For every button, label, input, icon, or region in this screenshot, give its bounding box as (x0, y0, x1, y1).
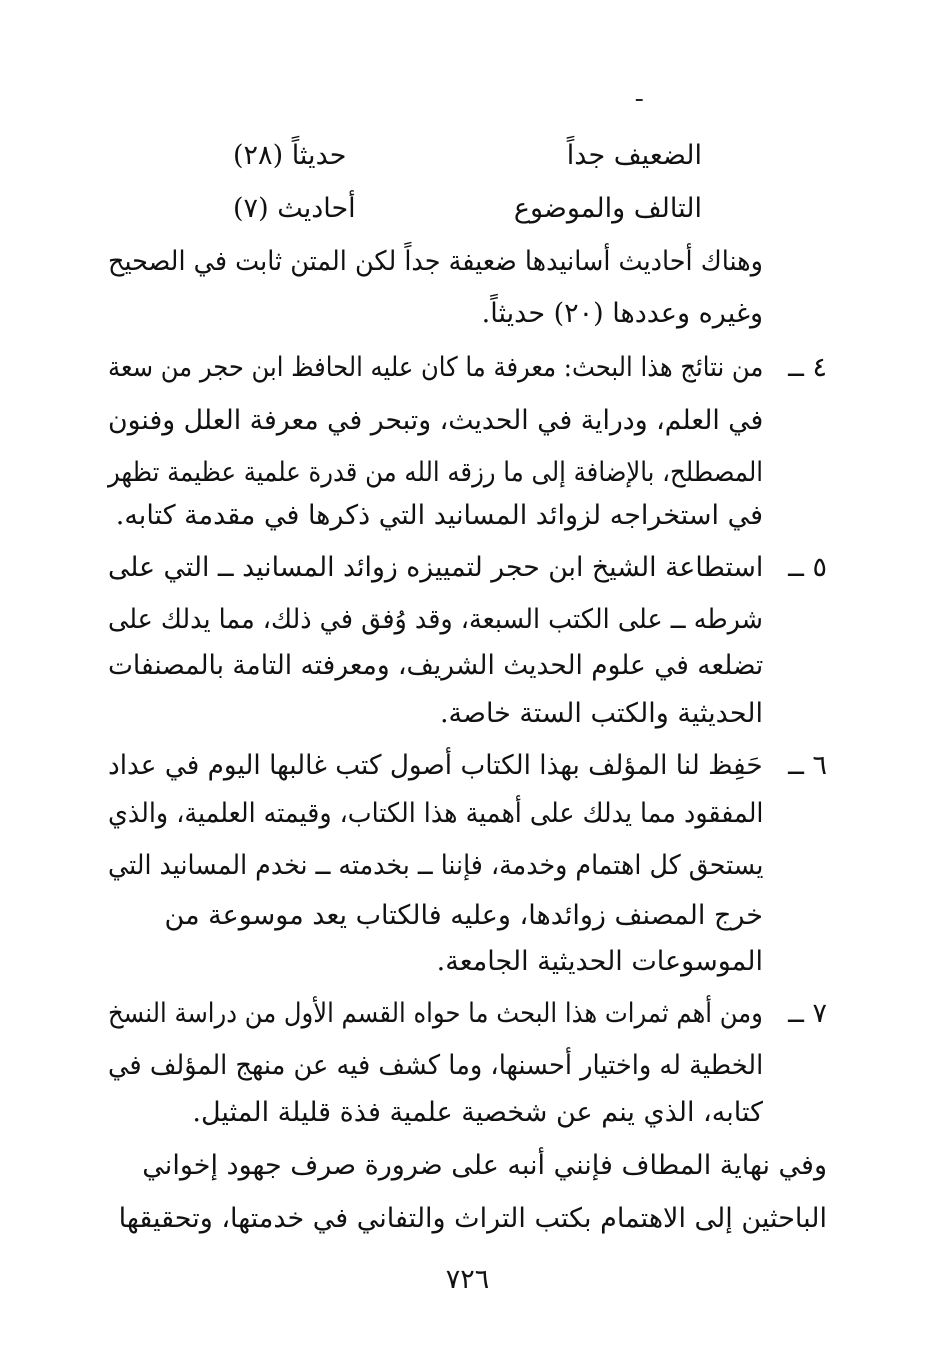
item-line: شرطه ــ على الكتب السبعة، وقد وُفق في ذلك، مما يدلك على (108, 604, 763, 635)
item-number: ٦ ــ (788, 750, 827, 781)
item-line: حَفِظ لنا المؤلف بهذا الكتاب أصول كتب غالبها اليوم في عداد (108, 750, 763, 781)
item-line: تضلعه في علوم الحديث الشريف، ومعرفته التامة بالمصنفات (107, 650, 763, 681)
page-number: ٧٢٦ (445, 1264, 490, 1295)
item-line: من نتائج هذا البحث: معرفة ما كان عليه الحافظ ابن حجر من سعة (107, 352, 763, 383)
intro-line: وهناك أحاديث أسانيدها ضعيفة جداً لكن المتن ثابت في الصحيح (108, 246, 763, 277)
top-mark: ـ (636, 82, 643, 107)
item-line: الخطية له واختيار أحسنها، وما كشف فيه عن منهج المؤلف في (107, 1050, 763, 1081)
summary-label-very-weak: الضعيف جداً (566, 140, 702, 171)
item-line: الحديثية والكتب الستة خاصة. (439, 698, 763, 729)
item-line: في استخراجه لزوائد المسانيد التي ذكرها في مقدمة كتابه. (115, 500, 763, 531)
item-number: ٥ ــ (788, 552, 827, 583)
item-line: استطاعة الشيخ ابن حجر لتمييزه زوائد المسانيد ــ التي على (107, 552, 763, 583)
item-line: يستحق كل اهتمام وخدمة، فإننا ــ بخدمته ــ نخدم المسانيد التي (107, 850, 763, 881)
item-line: ومن أهم ثمرات هذا البحث ما حواه القسم الأول من دراسة النسخ (108, 998, 763, 1029)
item-line: في العلم، ودراية في الحديث، وتبحر في معرفة العلل وفنون (107, 405, 763, 436)
intro-line: وغيره وعددها (٢٠) حديثاً. (481, 298, 763, 329)
closing-line: الباحثين إلى الاهتمام بكتب التراث والتفاني في خدمتها، وتحقيقها (118, 1203, 827, 1234)
item-number: ٤ ــ (788, 352, 827, 383)
item-line: الموسوعات الحديثية الجامعة. (436, 946, 763, 977)
closing-line: وفي نهاية المطاف فإنني أنبه على ضرورة صرف جهود إخواني (142, 1150, 827, 1181)
summary-count-very-weak: (٢٨) حديثاً (233, 140, 347, 171)
item-line: المفقود مما يدلك على أهمية هذا الكتاب، وقيمته العلمية، والذي (107, 798, 763, 829)
item-line: كتابه، الذي ينم عن شخصية علمية فذة قليلة المثيل. (192, 1097, 763, 1128)
summary-label-fabricated: التالف والموضوع (513, 193, 702, 224)
summary-count-fabricated: (٧) أحاديث (233, 193, 356, 224)
item-line: خرج المصنف زوائدها، وعليه فالكتاب يعد موسوعة من (164, 900, 763, 931)
item-number: ٧ ــ (788, 998, 827, 1029)
item-line: المصطلح، بالإضافة إلى ما رزقه الله من قدرة علمية عظيمة تظهر (107, 457, 763, 488)
